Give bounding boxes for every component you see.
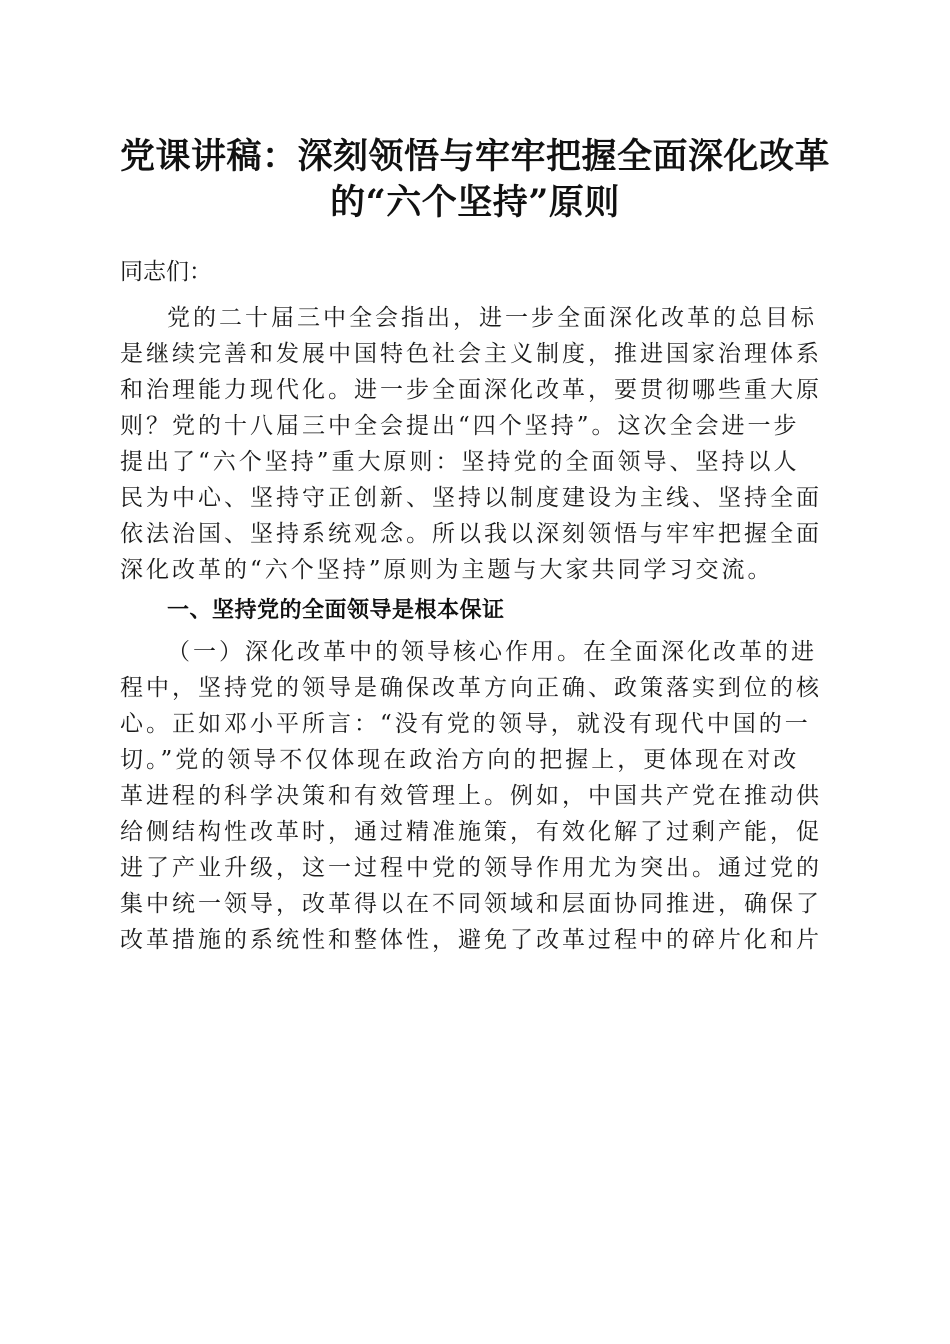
paragraph-line: 给侧结构性改革时，通过精准施策，有效化解了过剩产能，促 bbox=[120, 819, 822, 845]
paragraph-line: 革进程的科学决策和有效管理上。例如，中国共产党在推动供 bbox=[120, 783, 822, 809]
section-heading-1: 一、坚持党的全面领导是根本保证 bbox=[167, 598, 505, 623]
paragraph-line: 党的二十届三中全会指出，进一步全面深化改革的总目标 bbox=[167, 305, 817, 331]
paragraph-line: 集中统一领导，改革得以在不同领域和层面协同推进，确保了 bbox=[120, 891, 822, 917]
title-line-1: 党课讲稿：深刻领悟与牢牢把握全面深化改革 bbox=[119, 136, 830, 177]
paragraph-line: 改革措施的系统性和整体性，避免了改革过程中的碎片化和片 bbox=[120, 927, 822, 953]
paragraph-line: 切。”党的领导不仅体现在政治方向的把握上，更体现在对改 bbox=[120, 747, 800, 773]
paragraph-line: 进了产业升级，这一过程中党的领导作用尤为突出。通过党的 bbox=[120, 855, 822, 881]
paragraph-line: 是继续完善和发展中国特色社会主义制度，推进国家治理体系 bbox=[120, 341, 822, 367]
paragraph-line: 依法治国、坚持系统观念。所以我以深刻领悟与牢牢把握全面 bbox=[120, 521, 822, 547]
paragraph-line: （一）深化改革中的领导核心作用。在全面深化改革的进 bbox=[167, 639, 817, 665]
paragraph-intro bbox=[120, 300, 826, 588]
document-title bbox=[100, 134, 850, 226]
paragraph-line: 程中，坚持党的领导是确保改革方向正确、政策落实到位的核 bbox=[120, 675, 822, 701]
paragraph-line: 深化改革的“六个坚持”原则为主题与大家共同学习交流。 bbox=[120, 557, 774, 583]
greeting: 同志们： bbox=[120, 259, 212, 285]
paragraph-line: 民为中心、坚持守正创新、坚持以制度建设为主线、坚持全面 bbox=[120, 485, 822, 511]
paragraph-leadership bbox=[120, 634, 826, 958]
document-body bbox=[120, 254, 826, 958]
paragraph-line: 提出了“六个坚持”重大原则：坚持党的全面领导、坚持以人 bbox=[120, 449, 800, 475]
paragraph-line: 则？党的十八届三中全会提出“四个坚持”。这次全会进一步 bbox=[120, 413, 800, 439]
title-line-2: 的“六个坚持”原则 bbox=[330, 182, 620, 223]
paragraph-line: 和治理能力现代化。进一步全面深化改革，要贯彻哪些重大原 bbox=[120, 377, 822, 403]
paragraph-line: 心。正如邓小平所言：“没有党的领导，就没有现代中国的一 bbox=[120, 711, 811, 737]
